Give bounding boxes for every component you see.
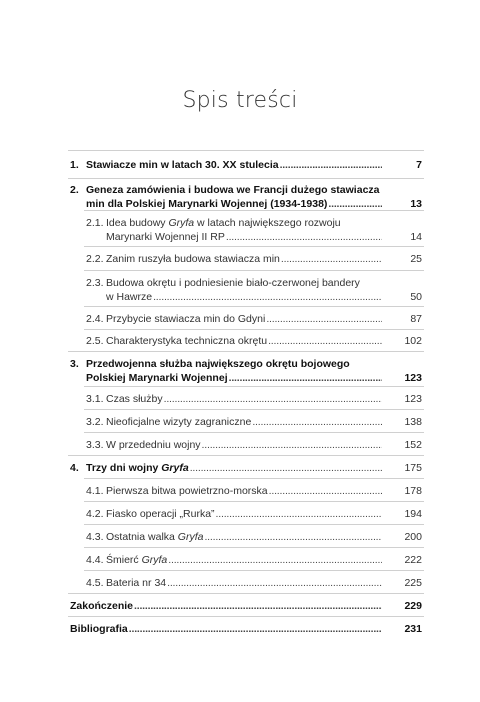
toc-entry-page: 25 (410, 253, 422, 265)
toc-entry-title-cont: min dla Polskiej Marynarki Wojennej (1934-1938) (86, 198, 328, 210)
toc-entry-page: 138 (404, 416, 422, 428)
toc-entry-page: 175 (404, 462, 422, 474)
toc-entry-page: 200 (404, 531, 422, 543)
toc-entry-title: Budowa okrętu i podniesienie biało-czerwonej bandery (106, 277, 360, 289)
toc-entry-number: 3.1. (86, 393, 104, 405)
toc-entry-page: 87 (410, 313, 422, 325)
toc-entry-title: Ostatnia walka (106, 531, 178, 543)
toc-entry-title-cont: Marynarki Wojennej II RP (106, 231, 225, 243)
divider (68, 150, 424, 151)
toc-entry-page: 50 (410, 291, 422, 303)
toc-entry-number: 2.3. (86, 277, 104, 289)
toc-entry-page: 178 (404, 485, 422, 497)
toc-entry-page: 229 (404, 600, 422, 612)
toc-entry-title-cont: Polskiej Marynarki Wojennej (86, 372, 228, 384)
toc-entry-page: 194 (404, 508, 422, 520)
toc-entry-title-rest: w latach największego rozwoju (194, 217, 341, 229)
toc-entry-page: 123 (404, 393, 422, 405)
divider (84, 432, 424, 433)
toc-entry-title: Fiasko operacji „Rurka” (106, 508, 215, 520)
toc-entry-number: 2.5. (86, 335, 104, 347)
divider (84, 210, 424, 211)
divider (84, 386, 424, 387)
toc-entry-title: Charakterystyka techniczna okrętu (106, 335, 268, 347)
toc-entry-number: 2.1. (86, 217, 104, 229)
toc-entry-number: 4. (70, 462, 79, 474)
toc-entry-number: 2. (70, 184, 79, 196)
divider (68, 178, 424, 179)
toc-entry-number: 4.4. (86, 554, 104, 566)
toc-entry-title-italic: Gryfa (168, 217, 195, 229)
toc-entry-title: Bateria nr 34 (106, 577, 167, 589)
divider (68, 351, 424, 352)
toc-entry-title: Trzy dni wojny (86, 462, 162, 474)
toc-entry-number: 2.2. (86, 253, 104, 265)
toc-entry-title: Stawiacze min w latach 30. XX stulecia (86, 159, 279, 171)
toc-entry-number: 3. (70, 358, 79, 370)
divider (84, 547, 424, 548)
toc-entry-page: 102 (404, 335, 422, 347)
toc-entry-number: 3.3. (86, 439, 104, 451)
toc-entry-title: Geneza zamówienia i budowa we Francji dużego stawiacza (86, 184, 380, 196)
divider (84, 524, 424, 525)
toc-entry-number: 1. (70, 159, 79, 171)
toc-entry-number: 2.4. (86, 313, 104, 325)
divider (84, 570, 424, 571)
toc-entry-title-italic: Gryfa (141, 554, 168, 566)
toc-entry-page: 14 (410, 231, 422, 243)
toc-entry-title: Zanim ruszyła budowa stawiacza min (106, 253, 280, 265)
toc-entry-title-italic: Gryfa (177, 531, 204, 543)
divider (68, 455, 424, 456)
toc-entry-title: Przybycie stawiacza min do Gdyni (106, 313, 266, 325)
page-title: Spis treści (182, 88, 298, 113)
divider (84, 246, 424, 247)
toc-entry-title: Idea budowy (106, 217, 169, 229)
toc-entry-title: W przededniu wojny (106, 439, 201, 451)
toc-entry-page: 222 (404, 554, 422, 566)
toc-entry-title: Śmierć (106, 554, 142, 566)
divider (68, 593, 424, 594)
divider (84, 478, 424, 479)
divider (68, 616, 424, 617)
toc-entry-title: Przedwojenna służba największego okrętu bojowego (86, 358, 350, 370)
toc-entry-title-cont: w Hawrze (106, 291, 153, 303)
divider (84, 501, 424, 502)
toc-entry-title: Bibliografia (70, 623, 128, 635)
toc-entry-page: 13 (410, 198, 422, 210)
divider (84, 329, 424, 330)
toc-entry-title: Nieoficjalne wizyty zagraniczne (106, 416, 252, 428)
toc-entry-title: Pierwsza bitwa powietrzno-morska (106, 485, 268, 497)
toc-entry-title: Czas służby (106, 393, 163, 405)
toc-entry-title: Zakończenie (70, 600, 134, 612)
toc-entry-page: 231 (404, 623, 422, 635)
toc-entry-number: 4.3. (86, 531, 104, 543)
toc-entry-number: 3.2. (86, 416, 104, 428)
divider (84, 270, 424, 271)
toc-entry-number: 4.2. (86, 508, 104, 520)
toc-entry-page: 152 (404, 439, 422, 451)
divider (84, 409, 424, 410)
toc-entry-number: 4.5. (86, 577, 104, 589)
toc-entry-number: 4.1. (86, 485, 104, 497)
toc-entry-page: 225 (404, 577, 422, 589)
toc-entry-title-italic: Gryfa (161, 462, 189, 474)
divider (84, 306, 424, 307)
toc-entry-page: 7 (416, 159, 422, 171)
toc-entry-page: 123 (404, 372, 422, 384)
